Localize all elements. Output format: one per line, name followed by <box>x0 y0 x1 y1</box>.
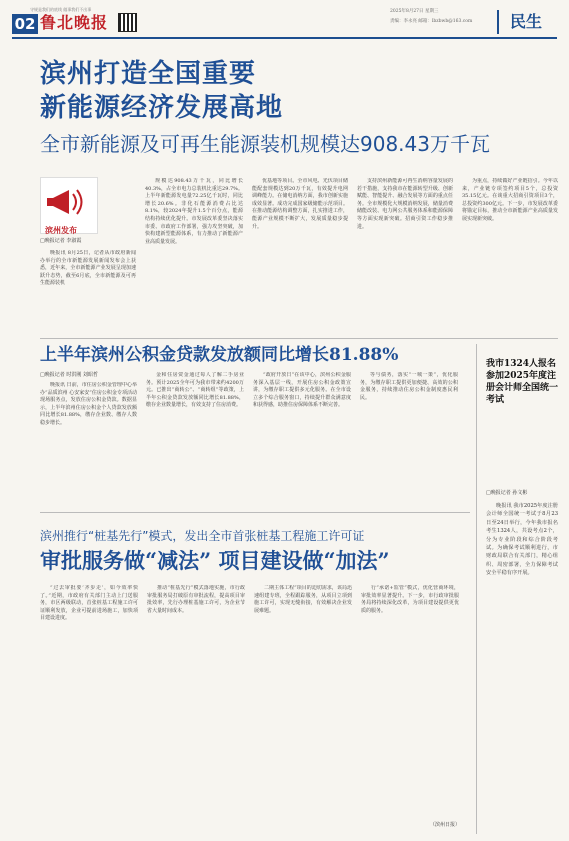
sidebar-title: 我市1324人报名参加2025年度注册会计师全国统一考试 <box>486 359 559 405</box>
story3-column-3 <box>254 585 352 829</box>
story1-column-1 <box>40 250 136 334</box>
sidebar-story <box>486 358 558 486</box>
story1-paragraph: 为重点，持续做好产业链招引。今年以来，产业链专项签约项目5个，总投资35.15亿元。在谈重大招商引资项目3个，总投资约300亿元。下一步，市发展改革委将锚定目标，推动全市新能源产业高质量发展实现新突破。 <box>462 178 558 222</box>
story1-paragraph: 支持滨州新能源可再生消纳容量发展的若干措施，支持我市在能源转型升级、创新赋能、智能提升、融合发展等方面的重点任务。全市规模化大规模消纳发展，储量消费储能改装、电力网公共服务体系和能源保障等方面实现新突破。招商引资工作稳步推进。 <box>357 178 453 230</box>
icon-label: 滨州发布 <box>45 226 77 235</box>
story2-paragraph: “政府开放日”在该中心，滨州公积金服务深入基层一线，开展住房公积金政策宣讲，为缴存职工提供多元化服务。在全市设立多个综合服务窗口，持续提升群众满意度和获得感，助推住房保障体系不断完善。 <box>253 372 351 409</box>
section-tag: 民生 <box>497 10 553 34</box>
story1-column-2 <box>145 178 243 334</box>
qr-code-icon <box>118 13 137 32</box>
story2-column-2 <box>146 372 244 504</box>
story3-source: （滨州日报） <box>430 822 461 828</box>
story3-paragraph: 二期主体工程”项目的迫切需求，该局迅速组建专班，全程跟踪服务，从项目立项到施工许可，实现无缝衔接，有效解决企业发展难题。 <box>254 585 352 614</box>
story1-column-5 <box>462 178 558 334</box>
page-number: 02 <box>12 14 38 34</box>
story2-headline: 上半年滨州公积金贷款发放额同比增长81.88% <box>40 345 399 365</box>
section-divider <box>40 512 470 513</box>
sidebar-paragraph: 晚报讯 我市2025年度注册会计师全国统一考试于8月23日至24日举行，今年我市报名考生1324人，共设考点2个，分为专业阶段和综合阶段考试。为确保考试顺利进行，市财政局联合有关部门，精心组织、周密部署，全力保障考试安全平稳有序开展。 <box>486 503 558 577</box>
story1-paragraph: 晚报讯 8月25日，记者从市政府新闻办举行的全市新能源发展新闻发布会上获悉，近年来，全市新能源产业发展呈现加速跃升态势，截至6月底，全市新能源及可再生能源装机 <box>40 250 136 287</box>
story1-headline-line1: 滨州打造全国重要 <box>40 59 257 89</box>
story2-column-3 <box>253 372 351 504</box>
date-line: 2025年8月27日 星期三 <box>390 9 439 14</box>
section-divider <box>40 338 558 339</box>
story2-paragraph: 晚报讯 日前，市住房公积金管理中心举办“品质滨州 心安家安”住房公积金专项活动现场服务点，发放住房公积金贷款。数据显示，上半年滨州住房公积金个人贷款发放额同比增长81.88%，缴存企业数、缴存人数稳步增长。 <box>40 382 137 426</box>
story3-column-1 <box>40 585 138 829</box>
masthead-top-note: 守规是我们的底线 做事我们不出事 <box>30 7 92 12</box>
story3-column-4 <box>361 585 459 819</box>
story1-headline-line2: 新能源经济发展高地 <box>40 93 284 123</box>
story2-column-1 <box>40 382 137 504</box>
story2-paragraph: 金和住房资金通过每人了解二手房业务。预计2025全年可为我市带来约4200万元。已推出“商转公”、“商转组”等政策，上半年公积金贷款发放额同比增长81.88%，缴存企业数量增长，有效支持了住房消费。 <box>146 372 244 409</box>
story1-column-3 <box>252 178 348 334</box>
story3-paragraph: 推动“桩基先行”模式落地实施，市行政审批服务局打破原有审批流程，提高项目审批效率，先行办理桩基施工许可，为企业节省大量时间成本。 <box>147 585 245 614</box>
masthead-divider <box>12 37 557 39</box>
story3-paragraph: 行“承诺+监管”模式，优化营商环境，审批效率显著提升。下一步，市行政审批服务局将持续深化改革，为项目建设提供更优质的服务。 <box>361 585 459 614</box>
story3-column-2 <box>147 585 245 829</box>
newspaper-logo: 鲁北晚报 <box>40 13 109 32</box>
story1-reporter: □晚报记者 李淑霞 <box>40 238 82 244</box>
story1-paragraph: 优基地等项目。全市风电、光伏项目储能配套规模达到20万千瓦，有效提升电网调峰能力。在储电消纳方面，我市创新实施成效显著。成功完成国家级储能示范项目。在推动能源结构调整方面，扎实推进工作，能源产业规模不断扩大，发展质量稳步提升。 <box>252 178 348 230</box>
sidebar-reporter: □晚报记者 孙文彬 <box>486 490 528 496</box>
story2-column-4 <box>360 372 458 504</box>
story1-paragraph: 规模达908.43万千瓦，同比增长40.3%，占全市电力总装机比重达29.7%。上半年新能源发电量72.25亿千瓦时，同比增长20.6%。非化石能源消费占比达8.1%，较2024年提升1.5个百分点，能源结构持续优化提升。市发展改革委坚决落实市委、市政府工作部署，强力攻坚突破，加快构建新型能源体系，有力推动了新能源产业高质量发展。 <box>145 178 243 245</box>
sidebar-body <box>486 502 558 814</box>
story2-paragraph: 等与债务，落实“一城一策”，优化服务，为缴存职工提供更加便捷、高效的公积金服务，持续推动住房公积金制度惠民利民。 <box>360 372 458 401</box>
story1-column-4 <box>357 178 453 334</box>
story3-headline: 审批服务做“减法” 项目建设做“加法” <box>40 548 390 573</box>
story1-subheadline: 全市新能源及可再生能源装机规模达908.43万千瓦 <box>40 132 490 156</box>
story3-paragraph: “过去审批要‘齐步走’，如今效率快了。”近期，市政府有关部门主动上门送服务，市区两级联动，首张桩基工程施工许可证顺利发放，企业可提前进场施工，加快项目建设进度。 <box>40 585 138 622</box>
story3-subheadline: 滨州推行“桩基先行”模式，发出全市首张桩基工程施工许可证 <box>40 529 365 543</box>
story2-reporter: □晚报记者 时洪刚 刘昭哲 <box>40 372 98 378</box>
editor-line: 责编：李永亮 邮箱：lbzbwb@163.com <box>390 19 473 24</box>
sidebar-divider <box>476 344 477 834</box>
